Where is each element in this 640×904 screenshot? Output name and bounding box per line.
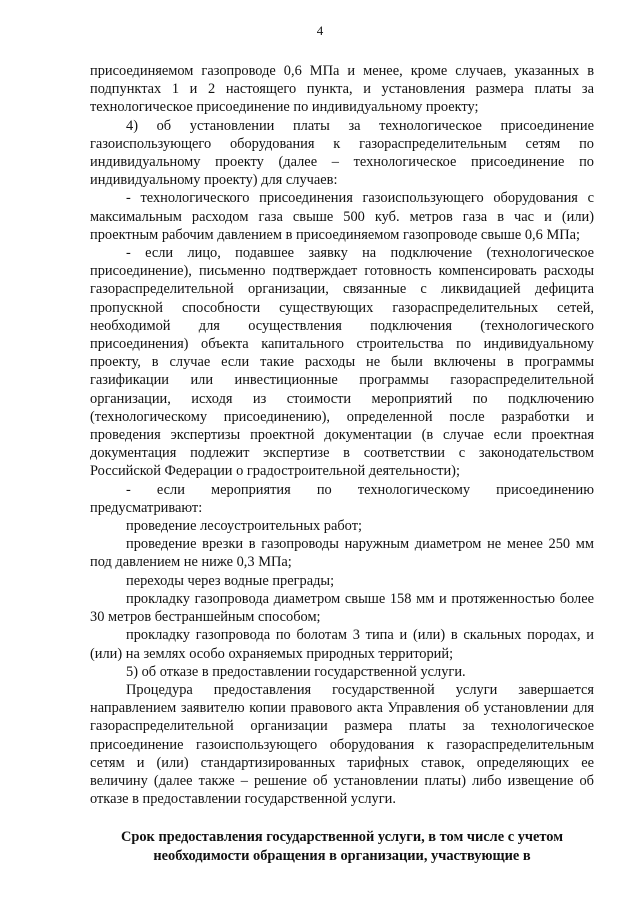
document-body [90, 62, 594, 865]
paragraph: Процедура предоставления государственной услуги завершается направлением заявителю копии правового акта Управления об установлении для газораспределительной организации размера платы за технологическое присоединение газоиспользующего оборудования к газораспределительным сетям и (или) стандартизированных тарифных ставок, определяющих ее величину (далее также – решение об установлении платы) либо извещение об отказе в предоставлении государственной услуги. [90, 681, 594, 808]
list-item: - если лицо, подавшее заявку на подключение (технологическое присоединение), письменно подтверждает готовность компенсировать расходы газораспределительной организации, связанные с ликвидацией дефицита пропускной способности существующих газораспределительных сетей, необходимой для осуществления подключения (технологического присоединения) объекта капитального строительства по индивидуальному проекту, в случае если такие расходы не были включены в программы газификации или инвестиционные программы газораспределительной организации, исходя из стоимости мероприятий по подключению (технологическому присоединению), определенной после разработки и проведения экспертизы проектной документации (в случае если проектная документация подлежит экспертизе в соответствии с законодательством Российской Федерации о градостроительной деятельности); [90, 245, 594, 480]
list-item: прокладку газопровода диаметром свыше 158 мм и протяженностью более 30 метров бестраншейным способом; [90, 590, 594, 626]
list-item: проведение врезки в газопроводы наружным диаметром не менее 250 мм под давлением не ниже 0,3 МПа; [90, 536, 594, 571]
paragraph: 5) об отказе в предоставлении государственной услуги. [126, 663, 466, 680]
page-number: 4 [316, 23, 324, 38]
section-heading: Срок предоставления государственной услуги, в том числе с учетом необходимости обращения в организации, участвующие в [120, 829, 564, 864]
paragraph: присоединяемом газопроводе 0,6 МПа и менее, кроме случаев, указанных в подпунктах 1 и 2 настоящего пункта, и установления размера платы за технологическое присоединение по индивидуальному проекту; [90, 63, 594, 116]
list-item: прокладку газопровода по болотам 3 типа и (или) в скальных породах, и (или) на землях особо охраняемых природных территорий; [90, 627, 594, 662]
list-item: - если мероприятия по технологическому присоединению предусматривают: [90, 481, 594, 516]
list-item: переходы через водные преграды; [126, 572, 335, 589]
paragraph: 4) об установлении платы за технологическое присоединение газоиспользующего оборудования к газораспределительным сетям по индивидуальному проекту (далее – технологическое присоединение по индивидуальному проекту) для случаев: [90, 117, 594, 189]
list-item: проведение лесоустроительных работ; [126, 518, 362, 535]
list-item: - технологического присоединения газоиспользующего оборудования с максимальным расходом газа свыше 500 куб. метров газа в час и (или) проектным рабочим давлением в присоединяемом газопроводе свыше 0,6 МПа; [90, 190, 594, 243]
